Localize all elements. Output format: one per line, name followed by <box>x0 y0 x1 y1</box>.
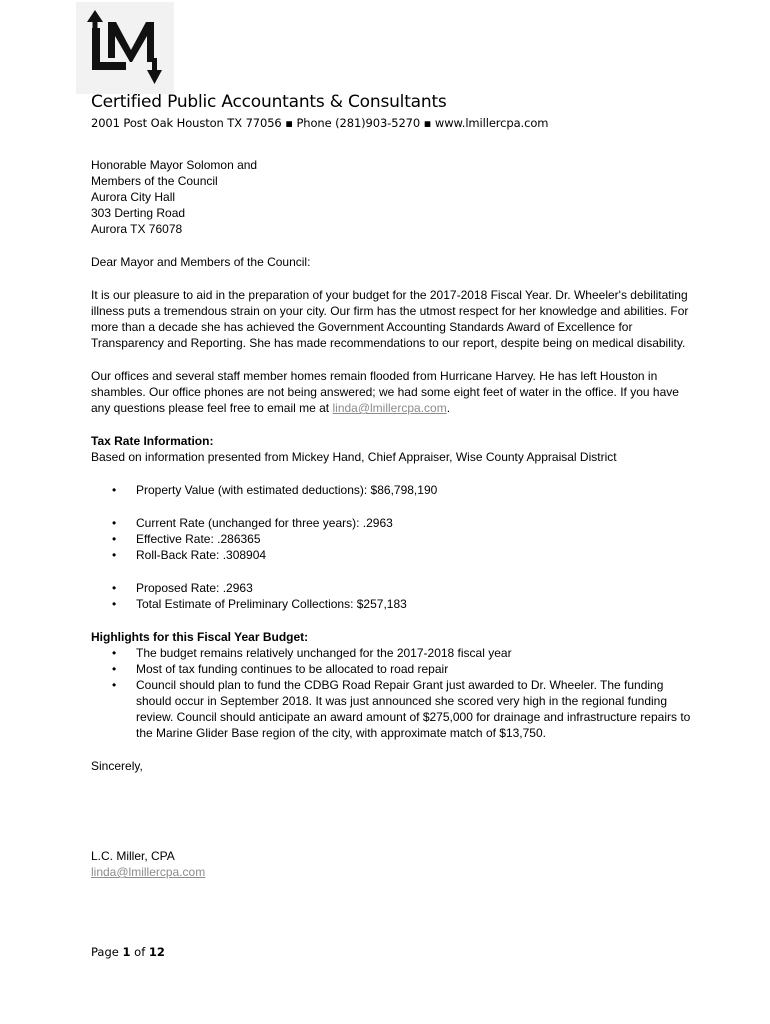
recipient-line: 303 Derting Road <box>91 206 186 220</box>
highlights-list <box>91 645 691 741</box>
lm-logo-icon <box>76 2 174 94</box>
paragraph-flood <box>91 368 691 416</box>
salutation: Dear Mayor and Members of the Council: <box>91 255 311 269</box>
list-item: • The budget remains relatively unchanged for the 2017-2018 fiscal year <box>112 646 512 660</box>
tax-list-proposed <box>91 580 691 612</box>
recipient-line: Aurora TX 76078 <box>91 222 183 236</box>
signer-name: L.C. Miller, CPA <box>91 849 175 863</box>
paragraph-flood-text: Our offices and several staff member homes remain flooded from Hurricane Harvey. He has left Houston in shambles. Our office phones are not being answered; we had some eight feet of water in the office. If you have any questions please feel free to email me at <box>91 369 679 415</box>
bullet-icon: • <box>112 581 117 595</box>
letter-body <box>91 157 691 880</box>
recipient-line: Honorable Mayor Solomon and <box>91 158 258 172</box>
paragraph-flood-end: . <box>446 401 451 415</box>
list-item: • Proposed Rate: .2963 <box>112 581 253 595</box>
recipient-line: Members of the Council <box>91 174 218 188</box>
bullet-icon: • <box>112 532 117 546</box>
recipient-line: Aurora City Hall <box>91 190 176 204</box>
letterhead-address: 2001 Post Oak Houston TX 77056 ▪ Phone (281)903-5270 ▪ www.lmillercpa.com <box>91 116 549 130</box>
signature-space <box>91 774 691 832</box>
bullet-icon: • <box>112 483 117 497</box>
list-item: • Property Value (with estimated deductions): $86,798,190 <box>112 483 438 497</box>
company-logo <box>76 2 174 94</box>
tax-source: Based on information presented from Mickey Hand, Chief Appraiser, Wise County Appraisal District <box>91 450 617 464</box>
list-item: • Effective Rate: .286365 <box>112 532 261 546</box>
paragraph-intro: It is our pleasure to aid in the preparation of your budget for the 2017-2018 Fiscal Year. Dr. Wheeler's debilitating illness puts a tremendous strain on your city. Our firm has the utmost respect for her knowledge and abilities. For more than a decade she has achieved the Government Accounting Standards Award of Excellence for Transparency and Reporting. She has made recommendations to our report, despite being on medical disability. <box>91 288 689 350</box>
recipient-address <box>91 157 691 237</box>
tax-list-rates <box>91 515 691 563</box>
tax-list-property <box>91 482 691 498</box>
signer-email-link[interactable]: linda@lmillercpa.com <box>91 865 206 879</box>
bullet-icon: • <box>112 646 117 660</box>
tax-heading: Tax Rate Information: <box>91 434 214 448</box>
list-item: • Roll-Back Rate: .308904 <box>112 548 267 562</box>
email-link[interactable]: linda@lmillercpa.com <box>332 401 447 415</box>
total-pages: 12 <box>148 945 165 959</box>
list-item: • Total Estimate of Preliminary Collections: $257,183 <box>112 597 407 611</box>
bullet-icon: • <box>112 516 117 530</box>
list-item: • Most of tax funding continues to be allocated to road repair <box>112 662 449 676</box>
highlights-heading: Highlights for this Fiscal Year Budget: <box>91 630 309 644</box>
current-page: 1 <box>122 945 131 959</box>
list-item: • Council should plan to fund the CDBG Road Repair Grant just awarded to Dr. Wheeler. The funding should occur in September 2018. It was just announced she scored very high in the regional funding review. Council should anticipate an award amount of $275,000 for drainage and infrastructure repairs to the Marine Glider Base region of the city, with approximate match of $13,750. <box>112 678 691 740</box>
bullet-icon: • <box>112 662 117 676</box>
bullet-icon: • <box>112 678 117 692</box>
bullet-icon: • <box>112 597 117 611</box>
closing-sincerely: Sincerely, <box>91 759 143 773</box>
bullet-icon: • <box>112 548 117 562</box>
page-number: Page 1 of 12 <box>91 945 165 959</box>
letterhead-title: Certified Public Accountants & Consultants <box>91 92 447 112</box>
list-item: • Current Rate (unchanged for three years): .2963 <box>112 516 393 530</box>
